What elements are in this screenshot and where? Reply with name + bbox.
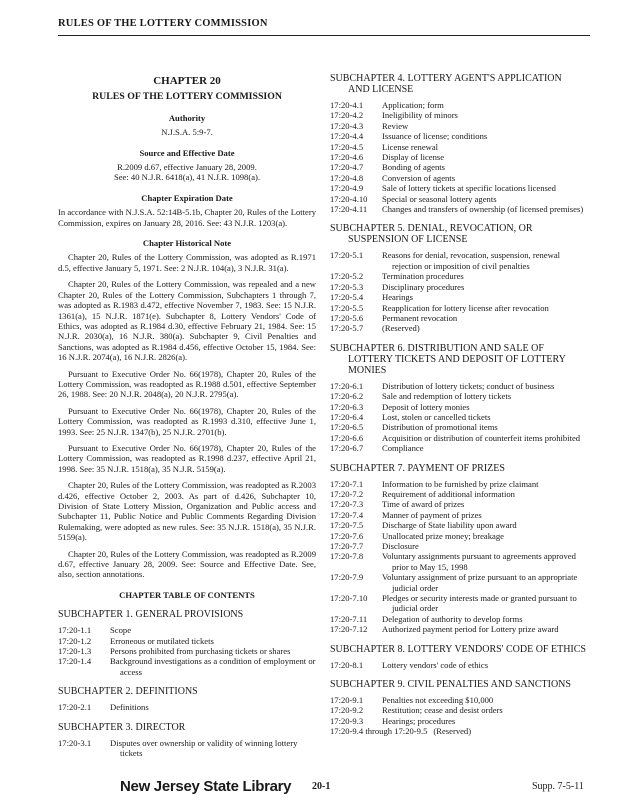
running-head: RULES OF THE LOTTERY COMMISSION	[58, 18, 268, 29]
subchapter-title: SUBCHAPTER 7. PAYMENT OF PRIZES	[330, 462, 505, 474]
section-title: Restitution; cease and desist orders	[382, 705, 503, 716]
section-title: Distribution of lottery tickets; conduct of business	[382, 380, 555, 391]
section-title: Definitions	[110, 702, 149, 713]
section-title: Display of license	[382, 152, 445, 163]
section-number: 17:20-5.4	[330, 292, 364, 303]
section-title: Acquisition or distribution of counterfeit items prohibited	[382, 432, 581, 443]
section-number: 17:20-6.2	[330, 391, 364, 402]
section-number: 17:20-4.10	[330, 193, 368, 204]
subchapter-heading	[58, 686, 316, 697]
subchapter-title-cont: SUSPENSION OF LICENSE	[348, 234, 468, 246]
section-title: Background investigations as a condition of employment or access	[110, 656, 316, 677]
toc-entry	[330, 381, 592, 391]
toc-entry	[330, 695, 592, 705]
section-number: 17:20-4.3	[330, 120, 364, 131]
section-title: Pledges or security interests made or granted pursuant to judicial order	[382, 593, 577, 614]
section-number: 17:20-1.3	[58, 646, 92, 657]
history-para: Chapter 20, Rules of the Lottery Commission, was adopted as R.1971 d.5, effective January 5, 1971. See: 2 N.J.R. 104(a), 3 N.J.R. 31(a).	[58, 252, 316, 273]
subchapter-title: SUBCHAPTER 9. CIVIL PENALTIES AND SANCTIONS	[330, 679, 571, 691]
section-title: Authorized payment period for Lottery prize award	[382, 624, 559, 635]
section-number: 17:20-1.1	[58, 625, 92, 636]
section-title: Discharge of State liability upon award	[382, 520, 517, 531]
section-title: Disclosure	[382, 541, 419, 551]
section-number: 17:20-2.1	[58, 702, 92, 713]
section-number: 17:20-4.9	[330, 183, 364, 194]
toc-entry	[330, 541, 592, 551]
toc-entry	[330, 443, 592, 453]
section-title: Permanent revocation	[382, 312, 458, 323]
section-title: Erroneous or mutilated tickets	[110, 635, 214, 646]
section-title: Review	[382, 120, 409, 131]
subchapter-heading	[330, 343, 592, 376]
section-number: 17:20-6.7	[330, 443, 364, 454]
section-title: Unallocated prize money; breakage	[382, 530, 504, 541]
history-para: Pursuant to Executive Order No. 66(1978), Chapter 20, Rules of the Lottery Commission, was readopted as R.1988 d.501, effective September 26, 1988. See: 20 N.J.R. 2048(a), 20 N.J.R. 2795(a).	[58, 368, 316, 400]
section-number: 17:20-7.1	[330, 478, 364, 489]
section-title: Scope	[110, 625, 132, 636]
toc-entry	[58, 646, 316, 656]
section-title: Application; form	[382, 100, 444, 110]
section-number: 17:20-5.1	[330, 250, 364, 261]
toc-entry	[330, 204, 592, 214]
section-number: 17:20-7.5	[330, 520, 364, 531]
source-heading: Source and Effective Date	[139, 147, 235, 158]
toc-entry	[330, 499, 592, 509]
section-title: Voluntary assignments pursuant to agreements approved prior to May 15, 1998	[382, 551, 576, 572]
history-para: Chapter 20, Rules of the Lottery Commission, was repealed and a new Chapter 20, Rules of the Lottery Commission, Subchapters 1 through 7, was adopted as R.1983 d.472, effective November 7, 1983. See: 15 N.J.R. 1361(a), 15 N.J.R. 1871(e). Subchapter 8, Lottery Vendors' Code of Ethics, was adopted as R.1984 d.30, effective February 21, 1984. See: 15 N.J.R. 2030(a), 16 N.J.R. 380(a). Subchapter 9, Civil Penalties and Sanctions, was adopted as R.1984 d.456, effective October 15, 1984. See: 16 N.J.R. 2074(a), 16 N.J.R. 2826(a).	[58, 279, 316, 363]
subchapter-title-cont: LOTTERY TICKETS AND DEPOSIT OF LOTTERY MONIES	[348, 353, 566, 376]
subchapter-title: SUBCHAPTER 4. LOTTERY AGENT'S APPLICATION	[330, 73, 562, 84]
section-title: Distribution of promotional items	[382, 422, 498, 433]
toc-entry	[330, 271, 592, 281]
toc-entry	[330, 100, 592, 110]
section-title: Special or seasonal lottery agents	[382, 193, 497, 204]
subchapter-title: SUBCHAPTER 3. DIRECTOR	[58, 721, 186, 733]
section-title: Hearings	[382, 292, 414, 303]
section-number: 17:20-6.3	[330, 401, 364, 412]
section-title: Requirement of additional information	[382, 488, 515, 499]
section-title: (Reserved)	[433, 726, 472, 737]
toc-entry	[58, 656, 316, 677]
section-number: 17:20-4.6	[330, 152, 364, 163]
right-column	[330, 73, 592, 737]
subchapter-title-cont: AND LICENSE	[348, 84, 414, 95]
toc-entry	[58, 702, 316, 712]
toc-entry	[330, 531, 592, 541]
section-title: Persons prohibited from purchasing tickets or shares	[110, 646, 291, 657]
section-number: 17:20-7.10	[330, 593, 368, 604]
section-title: Voluntary assignment of prize pursuant to an appropriate judicial order	[382, 572, 578, 593]
expiration-heading: Chapter Expiration Date	[141, 192, 233, 203]
section-title: Sale of lottery tickets at specific locations licensed	[382, 183, 556, 194]
section-title: Information to be furnished by prize claimant	[382, 478, 539, 489]
section-number: 17:20-4.2	[330, 110, 364, 121]
expiration-text: In accordance with N.J.S.A. 52:14B-5.1b, Chapter 20, Rules of the Lottery Commission, expires on January 28, 2016. See: 43 N.J.R. 1203(a).	[58, 207, 316, 228]
section-number: 17:20-3.1	[58, 737, 92, 748]
section-title: Reapplication for lottery license after revocation	[382, 302, 549, 313]
section-number: 17:20-6.4	[330, 411, 364, 422]
chapter-title: RULES OF THE LOTTERY COMMISSION	[92, 91, 282, 103]
history-para: Pursuant to Executive Order No. 66(1978), Chapter 20, Rules of the Lottery Commission, was readopted as R.1998 d.237, effective April 21, 1998. See: 35 N.J.R. 1518(a), 35 N.J.R. 5159(a).	[58, 442, 316, 474]
toc-entry	[330, 391, 592, 401]
toc-entry	[330, 152, 592, 162]
toc-entry	[330, 131, 592, 141]
section-title: License renewal	[382, 141, 439, 152]
section-title: Time of award of prizes	[382, 499, 465, 510]
toc-entry	[330, 402, 592, 412]
subchapter-heading	[330, 73, 592, 95]
section-title: Delegation of authority to develop forms	[382, 613, 523, 624]
toc-entry	[330, 110, 592, 120]
toc-entry	[330, 282, 592, 292]
library-name: New Jersey State Library	[120, 778, 292, 795]
section-title: Penalties not exceeding $10,000	[382, 695, 494, 706]
toc-entry	[330, 726, 592, 736]
section-number: 17:20-7.9	[330, 572, 364, 583]
section-number: 17:20-4.1	[330, 100, 364, 110]
toc-entry	[330, 433, 592, 443]
toc-entry	[58, 738, 316, 759]
subchapter-title: SUBCHAPTER 8. LOTTERY VENDORS' CODE OF ETHICS	[330, 643, 586, 655]
toc-entry	[330, 183, 592, 193]
section-title: Changes and transfers of ownership (of licensed premises)	[382, 204, 584, 215]
section-number: 17:20-5.3	[330, 281, 364, 292]
toc-entry	[330, 142, 592, 152]
toc-entry	[330, 422, 592, 432]
section-number: 17:20-5.5	[330, 302, 364, 313]
authority-text: N.J.S.A. 5:9-7.	[161, 127, 213, 138]
section-number: 17:20-9.1	[330, 695, 364, 706]
section-title: Termination procedures	[382, 271, 464, 282]
section-number: 17:20-7.8	[330, 551, 364, 562]
history-para: Chapter 20, Rules of the Lottery Commission, was readopted as R.2009 d.67, effective January 28, 2009. See: Source and Effective Date. See, also, section annotations.	[58, 548, 316, 580]
toc-entry	[330, 323, 592, 333]
section-number: 17:20-5.2	[330, 271, 364, 282]
subchapter-title: SUBCHAPTER 6. DISTRIBUTION AND SALE OF	[330, 342, 544, 354]
section-title: Deposit of lottery monies	[382, 401, 470, 412]
toc-entry	[330, 510, 592, 520]
history-para: Chapter 20, Rules of the Lottery Commission, was readopted as R.2003 d.426, effective October 2, 2003. As part of d.426, Subchapter 10, Division of State Lottery Mission, Organization and Public access and Subchapter 11, Public Notice and Public Comments Regarding Division Rulemaking, were adopted as new rules. See: 35 N.J.R. 1518(a), 35 N.J.R. 5159(a).	[58, 480, 316, 543]
authority-heading: Authority	[168, 112, 206, 123]
subchapter-heading	[330, 463, 592, 474]
toc-entry	[330, 489, 592, 499]
toc-entry	[330, 624, 592, 634]
section-title: Hearings; procedures	[382, 715, 456, 726]
section-number: 17:20-4.8	[330, 172, 364, 183]
section-number: 17:20-6.6	[330, 432, 364, 443]
history-heading: Chapter Historical Note	[142, 238, 232, 249]
section-title: Sale and redemption of lottery tickets	[382, 391, 512, 402]
source-line: See: 40 N.J.R. 6418(a), 41 N.J.R. 1098(a).	[113, 172, 261, 183]
supplement-date: Supp. 7-5-11	[532, 781, 584, 792]
toc-entry	[330, 313, 592, 323]
section-number: 17:20-7.2	[330, 488, 364, 499]
section-number: 17:20-7.3	[330, 499, 364, 510]
toc-left	[58, 609, 316, 758]
toc-heading: CHAPTER TABLE OF CONTENTS	[119, 589, 255, 600]
subchapter-heading	[58, 722, 316, 733]
source-text	[58, 162, 316, 183]
section-number: 17:20-7.12	[330, 624, 368, 635]
section-number: 17:20-7.11	[330, 613, 368, 624]
section-number: 17:20-5.6	[330, 312, 364, 323]
section-title: Ineligibility of minors	[382, 110, 458, 121]
toc-entry	[330, 479, 592, 489]
section-number: 17:20-1.2	[58, 635, 92, 646]
subchapter-heading	[330, 679, 592, 690]
section-title: Manner of payment of prizes	[382, 509, 482, 520]
section-number: 17:20-1.4	[58, 656, 92, 667]
toc-entry	[330, 716, 592, 726]
toc-entry	[330, 303, 592, 313]
toc-entry	[330, 194, 592, 204]
section-number: 17:20-4.5	[330, 141, 364, 152]
section-title: Lost, stolen or cancelled tickets	[382, 411, 491, 422]
left-column	[58, 76, 316, 759]
subchapter-heading	[330, 644, 592, 655]
history-para: Pursuant to Executive Order No. 66(1978), Chapter 20, Rules of the Lottery Commission, was readopted as R.1993 d.310, effective June 1, 1993. See: 25 N.J.R. 1347(b), 25 N.J.R. 2701(b).	[58, 405, 316, 437]
section-number: 17:20-9.4 through 17:20-9.5	[330, 726, 428, 737]
toc-right	[330, 73, 592, 737]
toc-entry	[330, 162, 592, 172]
section-title: (Reserved)	[382, 323, 420, 334]
section-number: 17:20-4.7	[330, 162, 364, 173]
section-title: Compliance	[382, 443, 424, 454]
toc-entry	[330, 705, 592, 715]
section-number: 17:20-6.5	[330, 422, 364, 433]
subchapter-title: SUBCHAPTER 1. GENERAL PROVISIONS	[58, 609, 244, 621]
section-number: 17:20-7.6	[330, 530, 364, 541]
toc-entry	[330, 593, 592, 614]
subchapter-title: SUBCHAPTER 2. DEFINITIONS	[58, 686, 198, 698]
page-number: 20-1	[312, 781, 331, 792]
toc-entry	[330, 520, 592, 530]
section-number: 17:20-8.1	[330, 659, 364, 670]
header-rule	[58, 35, 590, 36]
toc-entry	[330, 173, 592, 183]
section-number: 17:20-7.7	[330, 541, 364, 551]
toc-entry	[330, 614, 592, 624]
toc-entry	[58, 636, 316, 646]
section-title: Bonding of agents	[382, 162, 446, 173]
subchapter-title: SUBCHAPTER 5. DENIAL, REVOCATION, OR	[330, 223, 533, 235]
toc-entry	[330, 412, 592, 422]
toc-entry	[330, 551, 592, 572]
section-number: 17:20-9.2	[330, 705, 364, 716]
section-title: Disciplinary procedures	[382, 281, 465, 292]
section-number: 17:20-4.11	[330, 204, 368, 215]
section-title: Reasons for denial, revocation, suspension, renewal rejection or imposition of civil penalties	[382, 250, 561, 271]
section-number: 17:20-7.4	[330, 509, 364, 520]
toc-entry	[58, 625, 316, 635]
toc-entry	[330, 572, 592, 593]
subchapter-heading	[330, 223, 592, 245]
toc-entry	[330, 292, 592, 302]
toc-entry	[330, 121, 592, 131]
chapter-number: CHAPTER 20	[153, 75, 221, 87]
toc-entry	[330, 660, 592, 670]
section-number: 17:20-4.4	[330, 131, 364, 142]
subchapter-heading	[58, 609, 316, 620]
section-title: Disputes over ownership or validity of winning lottery tickets	[110, 737, 298, 759]
section-number: 17:20-6.1	[330, 380, 364, 391]
section-title: Lottery vendors' code of ethics	[382, 659, 489, 670]
section-number: 17:20-5.7	[330, 323, 364, 334]
section-title: Conversion of agents	[382, 172, 456, 183]
section-number: 17:20-9.3	[330, 715, 364, 726]
toc-entry	[330, 250, 592, 271]
section-title: Issuance of license; conditions	[382, 131, 488, 142]
source-line: R.2009 d.67, effective January 28, 2009.	[117, 162, 257, 173]
